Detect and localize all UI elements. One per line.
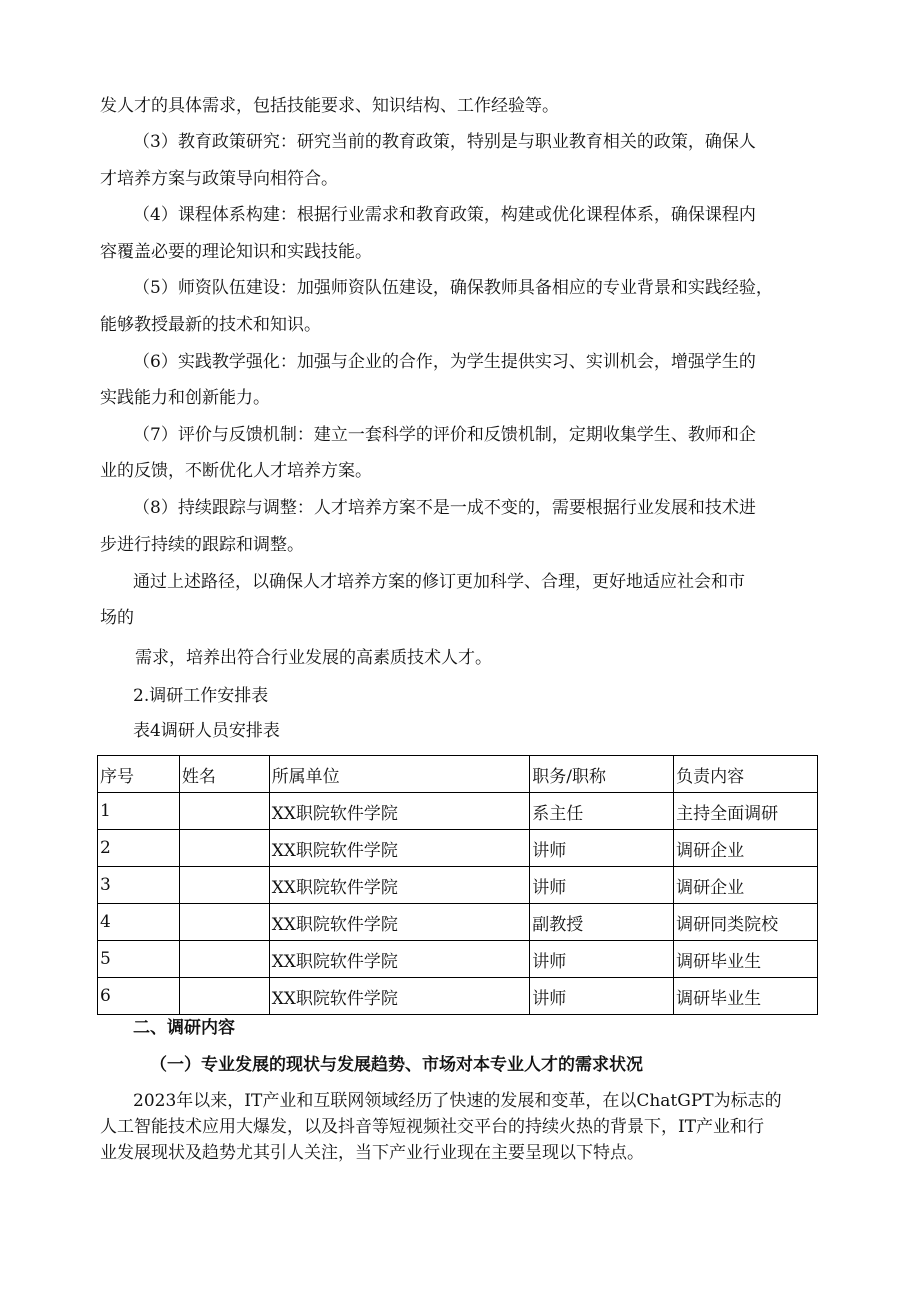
table-cell: 调研企业 [674,830,818,867]
paragraph-line: 实践能力和创新能力。 [100,388,270,408]
table-row [98,867,818,904]
table-row [98,978,818,1015]
table-row [98,904,818,941]
column-header: 姓名 [179,756,269,793]
table-cell [179,941,269,978]
table-cell: 3 [98,867,180,904]
table-cell: 系主任 [530,793,674,830]
paragraph-line: （7）评价与反馈机制：建立一套科学的评价和反馈机制，定期收集学生、教师和企 [133,425,756,445]
table-cell [179,978,269,1015]
table-cell [179,793,269,830]
table-cell: XX职院软件学院 [269,867,530,904]
table-row [98,830,818,867]
column-header: 职务/职称 [530,756,674,793]
paragraph-line: 场的 [100,608,134,628]
table-cell: 调研同类院校 [674,904,818,941]
table-cell: 讲师 [530,978,674,1015]
paragraph-line: 业发展现状及趋势尤其引人关注，当下产业行业现在主要呈现以下特点。 [100,1143,644,1163]
table-cell: XX职院软件学院 [269,830,530,867]
table-cell: XX职院软件学院 [269,793,530,830]
table-cell [179,904,269,941]
paragraph-line: （8）持续跟踪与调整：人才培养方案不是一成不变的，需要根据行业发展和技术进 [133,498,756,518]
table-cell: 讲师 [530,830,674,867]
paragraph-line: 步进行持续的跟踪和调整。 [100,535,304,555]
paragraph-line: （4）课程体系构建：根据行业需求和教育政策，构建或优化课程体系，确保课程内 [133,205,756,225]
staff-arrangement-table [97,755,818,1015]
table-cell: 调研毕业生 [674,941,818,978]
table-cell: 讲师 [530,867,674,904]
table-cell: 4 [98,904,180,941]
paragraph-line: 2023年以来，IT产业和互联网领域经历了快速的发展和变革，在以ChatGPT为标志的 [133,1091,782,1111]
table-row [98,793,818,830]
table-cell: 主持全面调研 [674,793,818,830]
table-cell: 调研企业 [674,867,818,904]
table-cell [179,867,269,904]
table-cell: 5 [98,941,180,978]
paragraph-line: 能够教授最新的技术和知识。 [100,315,321,335]
column-header: 负责内容 [674,756,818,793]
subsection-heading: （一）专业发展的现状与发展趋势、市场对本专业人才的需求状况 [150,1055,643,1075]
table-cell: XX职院软件学院 [269,904,530,941]
table-cell: XX职院软件学院 [269,941,530,978]
column-header: 序号 [98,756,180,793]
paragraph-line: 业的反馈，不断优化人才培养方案。 [100,461,372,481]
table-cell: 副教授 [530,904,674,941]
paragraph-line: 发人才的具体需求，包括技能要求、知识结构、工作经验等。 [100,96,559,116]
paragraph-line: （3）教育政策研究：研究当前的教育政策，特别是与职业教育相关的政策，确保人 [133,132,756,152]
table-cell: 调研毕业生 [674,978,818,1015]
section-heading: 二、调研内容 [133,1018,235,1038]
paragraph-line: 通过上述路径，以确保人才培养方案的修订更加科学、合理，更好地适应社会和市 [133,572,745,592]
table-cell: 6 [98,978,180,1015]
column-header: 所属单位 [269,756,530,793]
table-cell: 2 [98,830,180,867]
paragraph-line: （6）实践教学强化：加强与企业的合作，为学生提供实习、实训机会，增强学生的 [133,352,756,372]
paragraph-line: 需求，培养出符合行业发展的高素质技术人才。 [135,648,492,668]
list-heading: 2.调研工作安排表 [133,686,269,706]
table-cell: 讲师 [530,941,674,978]
table-cell [179,830,269,867]
table-header-row [98,756,818,793]
paragraph-line: 人工智能技术应用大爆发，以及抖音等短视频社交平台的持续火热的背景下，IT产业和行 [100,1117,765,1137]
paragraph-line: （5）师资队伍建设：加强师资队伍建设，确保教师具备相应的专业背景和实践经验， [133,278,773,298]
table-caption: 表4调研人员安排表 [133,721,280,741]
table-cell: XX职院软件学院 [269,978,530,1015]
table-row [98,941,818,978]
paragraph-line: 才培养方案与政策导向相符合。 [100,169,338,189]
table-cell: 1 [98,793,180,830]
paragraph-line: 容覆盖必要的理论知识和实践技能。 [100,242,372,262]
